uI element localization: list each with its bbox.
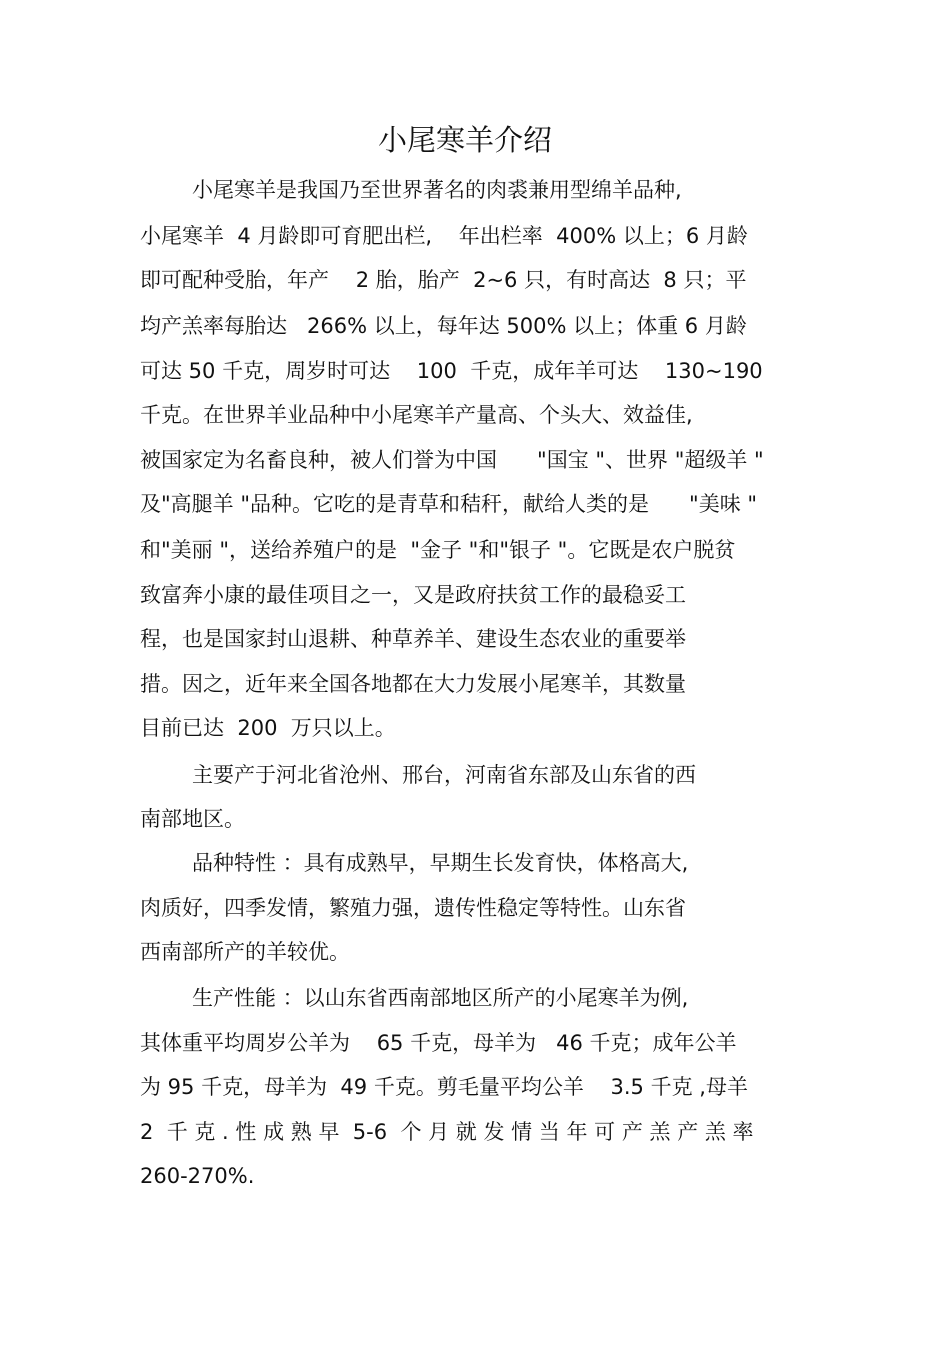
- text-line: 即可配种受胎，年产 2 胎，胎产 2~6 只，有时高达 8 只；平: [140, 268, 747, 292]
- text-line: 主要产于河北省沧州、邢台，河南省东部及山东省的西: [192, 763, 696, 787]
- text-line: 小尾寒羊 4 月龄即可育肥出栏, 年出栏率 400% 以上；6 月龄: [140, 224, 748, 248]
- document-title: 小尾寒羊介绍: [377, 123, 552, 157]
- text-line: 生产性能 ：以山东省西南部地区所产的小尾寒羊为例,: [192, 986, 689, 1010]
- text-line: 为 95 千克，母羊为 49 千克。剪毛量平均公羊 3.5 千克 ,母羊: [140, 1075, 748, 1099]
- text-line: 千克。在世界羊业品种中小尾寒羊产量高、个头大、效益佳,: [140, 403, 693, 427]
- text-line: 均产羔率每胎达 266% 以上，每年达 500% 以上；体重 6 月龄: [140, 314, 747, 338]
- text-line: 其体重平均周岁公羊为 65 千克，母羊为 46 千克；成年公羊: [140, 1031, 737, 1055]
- text-line: 小尾寒羊是我国乃至世界著名的肉裘兼用型绵羊品种,: [192, 178, 682, 202]
- text-line: 目前已达 200 万只以上。: [140, 716, 396, 740]
- text-line: 南部地区。: [140, 807, 245, 831]
- text-line: 肉质好，四季发情，繁殖力强，遗传性稳定等特性。山东省: [140, 896, 686, 920]
- text-line: 及"高腿羊 "品种。它吃的是青草和秸秆，献给人类的是 "美味 ": [140, 492, 758, 516]
- text-line: 2 千 克 . 性 成 熟 早 5-6 个 月 就 发 情 当 年 可 产 羔 产 羔 率: [140, 1120, 754, 1144]
- text-line: 西南部所产的羊较优。: [140, 940, 350, 964]
- text-line: 品种特性 ：具有成熟早，早期生长发育快，体格高大,: [192, 851, 689, 875]
- text-line: 和"美丽 "，送给养殖户的是 "金子 "和"银子 "。它既是农户脱贫: [140, 538, 736, 562]
- text-line: 致富奔小康的最佳项目之一，又是政府扶贫工作的最稳妥工: [140, 583, 686, 607]
- text-line: 措。因之，近年来全国各地都在大力发展小尾寒羊，其数量: [140, 672, 686, 696]
- text-line: 可达 50 千克，周岁时可达 100 千克，成年羊可达 130~190: [140, 359, 763, 383]
- text-line: 被国家定为名畜良种，被人们誉为中国 "国宝 "、世界 "超级羊 ": [140, 448, 764, 472]
- text-line: 程，也是国家封山退耕、种草养羊、建设生态农业的重要举: [140, 627, 686, 651]
- text-line: 260-270%.: [140, 1164, 255, 1188]
